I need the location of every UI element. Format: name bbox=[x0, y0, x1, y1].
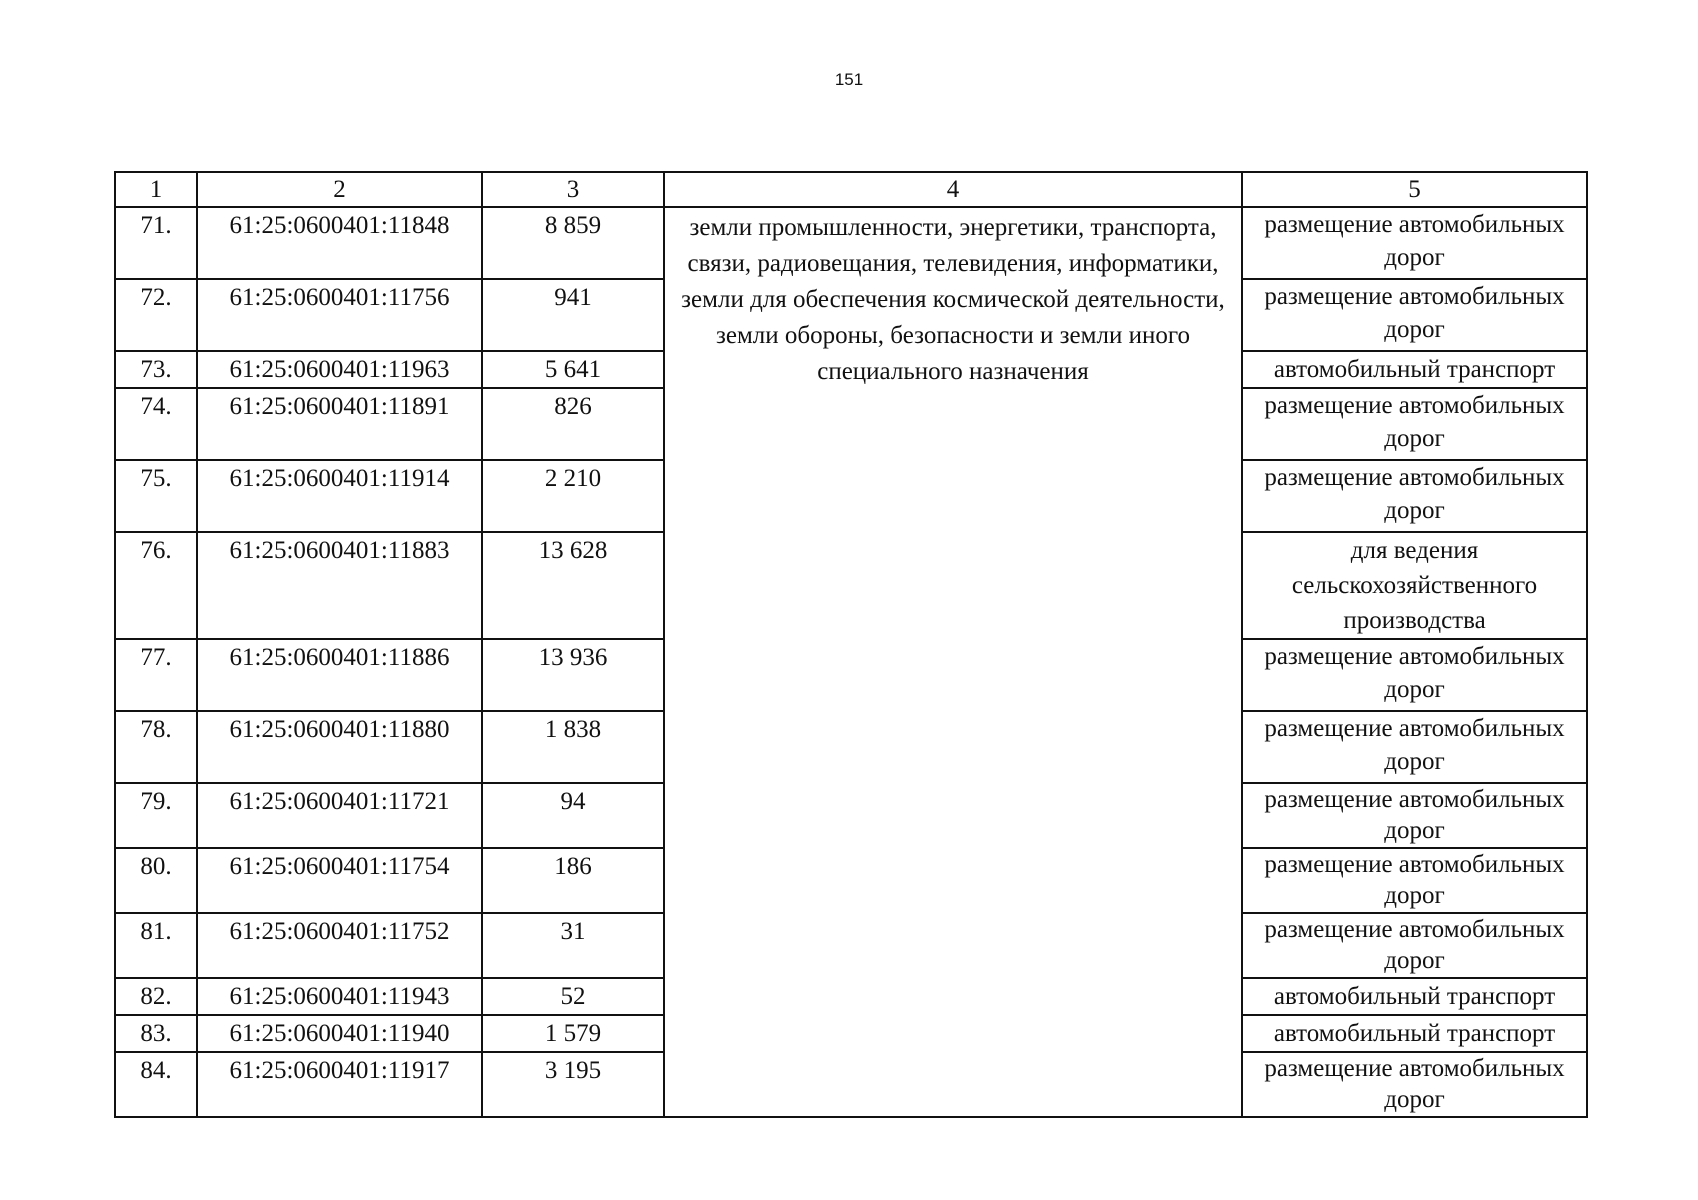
area-value: 31 bbox=[482, 913, 664, 978]
column-header: 1 bbox=[115, 172, 197, 207]
table-row bbox=[115, 207, 1587, 279]
permitted-use: размещение автомобильных дорог bbox=[1242, 711, 1587, 783]
area-value: 2 210 bbox=[482, 460, 664, 532]
row-number: 80. bbox=[115, 848, 197, 913]
area-value: 8 859 bbox=[482, 207, 664, 279]
row-number: 76. bbox=[115, 532, 197, 639]
area-value: 3 195 bbox=[482, 1052, 664, 1117]
cadastral-number: 61:25:0600401:11880 bbox=[197, 711, 482, 783]
permitted-use: размещение автомобильных дорог bbox=[1242, 913, 1587, 978]
permitted-use: автомобильный транспорт bbox=[1242, 978, 1587, 1015]
cadastral-number: 61:25:0600401:11883 bbox=[197, 532, 482, 639]
row-number: 78. bbox=[115, 711, 197, 783]
permitted-use: автомобильный транспорт bbox=[1242, 1015, 1587, 1052]
table-header-row bbox=[115, 172, 1587, 207]
area-value: 13 628 bbox=[482, 532, 664, 639]
column-header: 2 bbox=[197, 172, 482, 207]
land-plots-table bbox=[114, 171, 1588, 1118]
cadastral-number: 61:25:0600401:11891 bbox=[197, 388, 482, 460]
area-value: 13 936 bbox=[482, 639, 664, 711]
cadastral-number: 61:25:0600401:11917 bbox=[197, 1052, 482, 1117]
row-number: 72. bbox=[115, 279, 197, 351]
area-value: 52 bbox=[482, 978, 664, 1015]
row-number: 81. bbox=[115, 913, 197, 978]
land-category-cell: земли промышленности, энергетики, транспорта, связи, радиовещания, телевидения, информатики, земли для обеспечения космической деятельности, земли обороны, безопасности и земли иного специального назначения bbox=[664, 207, 1242, 1117]
area-value: 5 641 bbox=[482, 351, 664, 388]
row-number: 77. bbox=[115, 639, 197, 711]
permitted-use: автомобильный транспорт bbox=[1242, 351, 1587, 388]
area-value: 826 bbox=[482, 388, 664, 460]
area-value: 94 bbox=[482, 783, 664, 848]
row-number: 75. bbox=[115, 460, 197, 532]
permitted-use: размещение автомобильных дорог bbox=[1242, 279, 1587, 351]
row-number: 79. bbox=[115, 783, 197, 848]
permitted-use: размещение автомобильных дорог bbox=[1242, 639, 1587, 711]
area-value: 186 bbox=[482, 848, 664, 913]
column-header: 5 bbox=[1242, 172, 1587, 207]
column-header: 3 bbox=[482, 172, 664, 207]
permitted-use: размещение автомобильных дорог bbox=[1242, 848, 1587, 913]
column-header: 4 bbox=[664, 172, 1242, 207]
area-value: 1 579 bbox=[482, 1015, 664, 1052]
cadastral-number: 61:25:0600401:11940 bbox=[197, 1015, 482, 1052]
area-value: 1 838 bbox=[482, 711, 664, 783]
cadastral-number: 61:25:0600401:11914 bbox=[197, 460, 482, 532]
row-number: 83. bbox=[115, 1015, 197, 1052]
cadastral-number: 61:25:0600401:11886 bbox=[197, 639, 482, 711]
row-number: 82. bbox=[115, 978, 197, 1015]
cadastral-number: 61:25:0600401:11754 bbox=[197, 848, 482, 913]
permitted-use: размещение автомобильных дорог bbox=[1242, 460, 1587, 532]
row-number: 73. bbox=[115, 351, 197, 388]
row-number: 71. bbox=[115, 207, 197, 279]
permitted-use: для ведения сельскохозяйственного производства bbox=[1242, 532, 1587, 639]
row-number: 74. bbox=[115, 388, 197, 460]
page-number: 151 bbox=[834, 70, 864, 89]
permitted-use: размещение автомобильных дорог bbox=[1242, 388, 1587, 460]
cadastral-number: 61:25:0600401:11848 bbox=[197, 207, 482, 279]
cadastral-number: 61:25:0600401:11752 bbox=[197, 913, 482, 978]
row-number: 84. bbox=[115, 1052, 197, 1117]
cadastral-number: 61:25:0600401:11943 bbox=[197, 978, 482, 1015]
permitted-use: размещение автомобильных дорог bbox=[1242, 207, 1587, 279]
cadastral-number: 61:25:0600401:11756 bbox=[197, 279, 482, 351]
cadastral-number: 61:25:0600401:11963 bbox=[197, 351, 482, 388]
cadastral-number: 61:25:0600401:11721 bbox=[197, 783, 482, 848]
permitted-use: размещение автомобильных дорог bbox=[1242, 1052, 1587, 1117]
area-value: 941 bbox=[482, 279, 664, 351]
permitted-use: размещение автомобильных дорог bbox=[1242, 783, 1587, 848]
